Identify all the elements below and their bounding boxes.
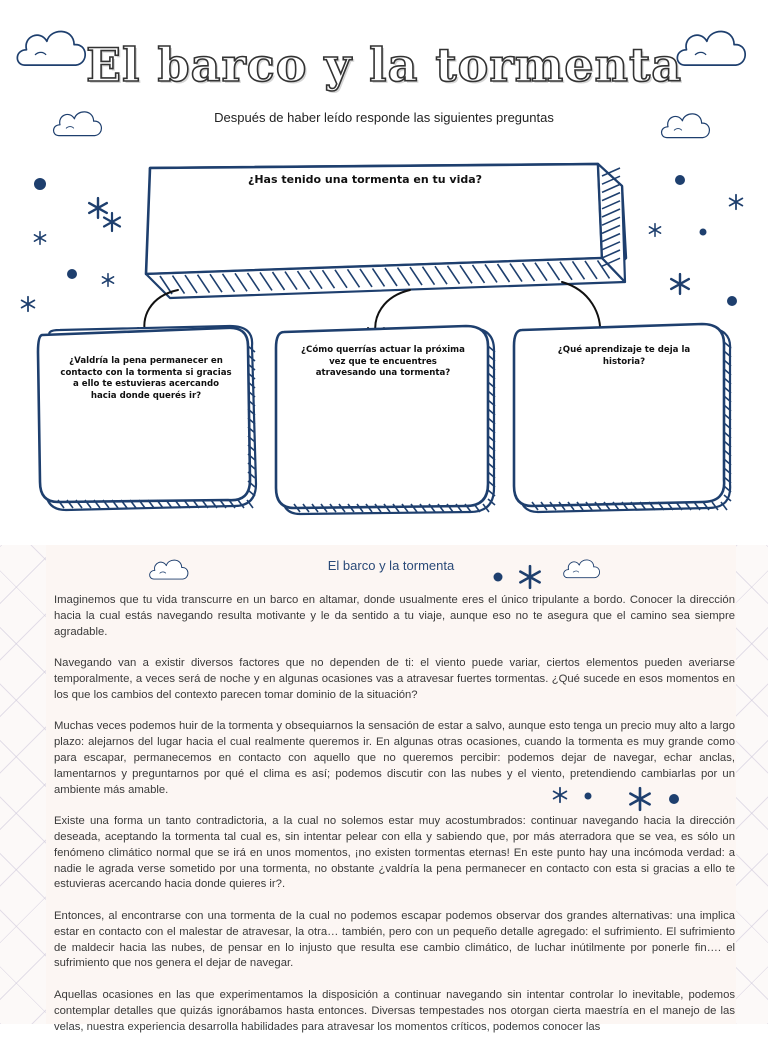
star-icon: [34, 232, 45, 245]
star-icon: [649, 224, 660, 237]
reading-paper: [46, 545, 736, 1033]
instructions: Después de haber leído responde las siguientes preguntas: [214, 110, 554, 125]
paragraph: Aquellas ocasiones en las que experimentamos la disposición a continuar navegando sin intentar controlar lo inevitable, podemos contemplar detalles que quizás ignorábamos hasta entonces. Diversas tempestades nos otorgan cierta maestría en el manejo de las velas, nuestra experiencia desarrolla habilidades para atravesar los momentos críticos, podemos conocer las: [54, 988, 735, 1033]
dot-icon: [34, 178, 46, 190]
dot-icon: [494, 573, 503, 582]
star-icon: [104, 213, 120, 231]
star-icon: [102, 274, 113, 287]
dot-icon: [700, 229, 707, 236]
paragraph: Imaginemos que tu vida transcurre en un barco en altamar, donde usualmente eres el único tripulante a bordo. Conocer la dirección hacia la cual estás navegando resulta motivante y le da sentido a tu viaje, aunque eso no te asegura que el camino sea siempre agradable.: [54, 594, 735, 638]
paragraph: Muchas veces podemos huir de la tormenta y obsequiarnos la sensación de estar a salvo, aunque esto tenga un precio muy alto a largo plazo: alejarnos del lugar hacia el cual realmente queremos ir. En algunas otras ocasiones, cuando la tormenta es muy grande como para escapar, permanecemos en contacto con aquello que no queremos percibir: podemos dejar de navegar, echar anclas, lamentarnos y preguntarnos por qué el clima es así; podemos discutir con las nubes y el viento, pretendiendo cambiarlas por un ambiente más amable.: [54, 720, 735, 796]
reading-section: [0, 545, 768, 1033]
page-title: El barco y la tormenta: [85, 38, 683, 92]
question-left-text: ¿Valdría la pena permanecer en contacto con la tormenta si gracias a ello te estuvieras acercando hacia donde querés ir?: [60, 356, 232, 401]
answer-box-left: [38, 326, 256, 510]
paragraph: Entonces, al encontrarse con una tormenta de la cual no podemos escapar podemos observar dos grandes alternativas: una implica estar en contacto con el malestar de atravesar, la otra… también, pero con un pequeño detalle agregado: el sufrimiento. El sufrimiento de maldecir hacia las nubes, de pensar en lo injusto que resulta ese cambio climático, de luchar inútilmente por ponerle fin…. el sufrimiento que nos genera el dejar de navegar.: [54, 909, 735, 970]
question-middle-text: ¿Cómo querrías actuar la próxima vez que te encuentres atravesando una tormenta?: [301, 345, 465, 379]
reading-title: El barco y la tormenta: [327, 558, 455, 573]
paragraph: Existe una forma un tanto contradictoria, a la cual no solemos estar muy acostumbrados: continuar navegando hacia la dirección deseada, aceptando la tormenta tal cual es, sin intentar pelear con ella y sabiendo que, por más aterradora que se vea, es sólo un fenómeno climático normal que se irá en unos momentos, ¡no existen tormentas eternas! En este punto hay una incómoda verdad: a nadie le agrada verse sometido por una tormenta, no obstante ¿valdría la pena permanecer en contacto con esta si gracias a ello te estuvieras acercando hacia donde quieres ir?.: [54, 815, 735, 891]
dot-icon: [675, 175, 685, 185]
question-right-text: ¿Qué aprendizaje te deja la historia?: [557, 345, 691, 367]
paragraph: Navegando van a existir diversos factores que no dependen de ti: el viento puede variar, ciertos elementos pueden averiarse temporalmente, a veces será de noche y en algunas ocasiones vas a atravesar fuertes tormentas. ¿Qué sucede en esos momentos en los que los cambios del contexto parecen tomar dominio de la situación?: [54, 657, 735, 701]
star-icon: [730, 195, 743, 209]
star-icon: [671, 274, 689, 294]
star-icon: [22, 297, 35, 311]
star-icon: [89, 198, 107, 218]
dot-icon: [727, 296, 737, 306]
dot-icon: [67, 269, 77, 279]
main-question-text: ¿Has tenido una tormenta en tu vida?: [247, 173, 483, 186]
reading-body: [54, 593, 735, 1051]
